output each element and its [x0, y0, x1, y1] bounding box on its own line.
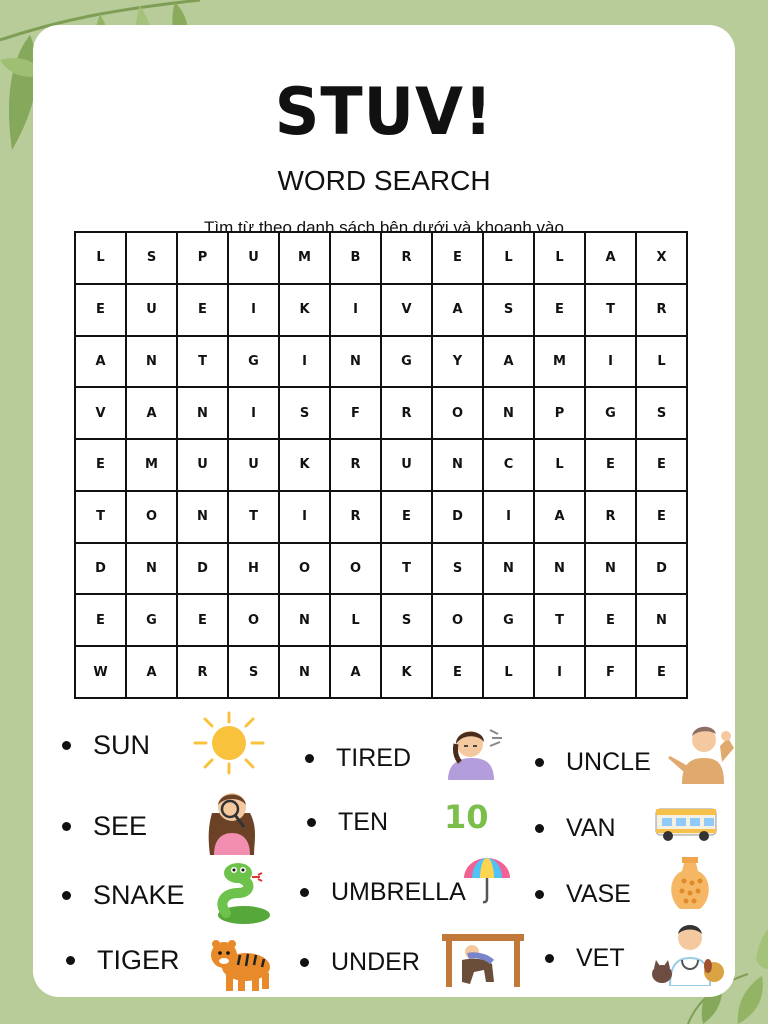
bullet	[66, 956, 75, 965]
grid-cell: E	[637, 440, 688, 492]
grid-cell: I	[280, 337, 331, 389]
word-label: UNCLE	[566, 748, 651, 776]
grid-cell: T	[535, 595, 586, 647]
grid-cell: R	[586, 492, 637, 544]
word-label: UNDER	[331, 948, 420, 976]
grid-cell: H	[229, 544, 280, 596]
grid-cell: I	[280, 492, 331, 544]
grid-cell: N	[331, 337, 382, 389]
number-ten-icon: 10	[444, 798, 489, 836]
word-item-vet	[545, 944, 625, 973]
grid-cell: F	[331, 388, 382, 440]
grid-cell: N	[127, 337, 178, 389]
vase-icon	[668, 855, 712, 911]
grid-cell: V	[76, 388, 127, 440]
magnifier-girl-icon	[200, 783, 264, 855]
grid-cell: O	[331, 544, 382, 596]
grid-cell: R	[178, 647, 229, 699]
grid-cell: U	[229, 233, 280, 285]
word-item-see	[62, 811, 147, 842]
uncle-icon	[664, 718, 736, 784]
grid-cell: L	[484, 233, 535, 285]
grid-cell: R	[382, 233, 433, 285]
grid-cell: R	[637, 285, 688, 337]
grid-cell: P	[178, 233, 229, 285]
grid-cell: D	[433, 492, 484, 544]
grid-cell: T	[586, 285, 637, 337]
grid-cell: S	[127, 233, 178, 285]
grid-cell: N	[178, 388, 229, 440]
grid-cell: E	[586, 440, 637, 492]
grid-cell: T	[178, 337, 229, 389]
word-item-tired	[305, 744, 411, 773]
grid-cell: L	[637, 337, 688, 389]
grid-cell: N	[484, 388, 535, 440]
word-item-vase	[535, 880, 631, 909]
grid-cell: N	[127, 544, 178, 596]
grid-cell: N	[637, 595, 688, 647]
word-item-snake	[62, 880, 185, 911]
grid-cell: L	[76, 233, 127, 285]
grid-cell: R	[382, 388, 433, 440]
grid-cell: U	[178, 440, 229, 492]
grid-cell: C	[484, 440, 535, 492]
grid-cell: E	[178, 595, 229, 647]
grid-cell: G	[484, 595, 535, 647]
grid-cell: S	[637, 388, 688, 440]
grid-cell: K	[280, 285, 331, 337]
grid-cell: G	[382, 337, 433, 389]
grid-cell: R	[331, 440, 382, 492]
word-item-sun	[62, 730, 150, 761]
grid-cell: F	[586, 647, 637, 699]
grid-cell: N	[280, 647, 331, 699]
grid-cell: S	[433, 544, 484, 596]
grid-cell: W	[76, 647, 127, 699]
grid-cell: A	[484, 337, 535, 389]
grid-cell: O	[433, 388, 484, 440]
word-item-uncle	[535, 748, 651, 777]
grid-cell: S	[280, 388, 331, 440]
word-label: VASE	[566, 880, 631, 908]
bullet	[545, 954, 554, 963]
word-search-grid	[74, 231, 688, 699]
grid-cell: K	[382, 647, 433, 699]
word-label: SUN	[93, 730, 151, 760]
grid-cell: I	[586, 337, 637, 389]
grid-cell: T	[382, 544, 433, 596]
word-label: TIRED	[336, 744, 411, 772]
grid-cell: M	[280, 233, 331, 285]
grid-cell: N	[178, 492, 229, 544]
grid-cell: M	[535, 337, 586, 389]
tired-person-icon	[444, 724, 506, 780]
grid-cell: A	[535, 492, 586, 544]
grid-cell: R	[331, 492, 382, 544]
grid-cell: N	[433, 440, 484, 492]
grid-cell: I	[535, 647, 586, 699]
word-label: TEN	[338, 808, 388, 836]
grid-cell: A	[331, 647, 382, 699]
grid-cell: Y	[433, 337, 484, 389]
grid-cell: A	[586, 233, 637, 285]
grid-cell: G	[229, 337, 280, 389]
grid-cell: O	[280, 544, 331, 596]
grid-cell: D	[76, 544, 127, 596]
word-label: VAN	[566, 814, 616, 842]
grid-cell: L	[484, 647, 535, 699]
grid-cell: X	[637, 233, 688, 285]
grid-cell: E	[433, 233, 484, 285]
grid-cell: U	[229, 440, 280, 492]
grid-cell: B	[331, 233, 382, 285]
grid-cell: U	[382, 440, 433, 492]
grid-cell: L	[331, 595, 382, 647]
tiger-icon	[208, 933, 272, 993]
grid-cell: O	[433, 595, 484, 647]
grid-cell: O	[127, 492, 178, 544]
grid-cell: A	[433, 285, 484, 337]
grid-cell: V	[382, 285, 433, 337]
sun-icon	[192, 710, 266, 776]
grid-cell: A	[76, 337, 127, 389]
grid-cell: A	[127, 388, 178, 440]
grid-cell: E	[637, 492, 688, 544]
grid-cell: E	[586, 595, 637, 647]
grid-cell: E	[637, 647, 688, 699]
vet-icon	[650, 920, 726, 986]
bullet	[300, 958, 309, 967]
grid-cell: N	[535, 544, 586, 596]
bullet	[535, 824, 544, 833]
grid-cell: G	[586, 388, 637, 440]
page-subtitle: WORD SEARCH	[277, 165, 491, 196]
word-label: SEE	[93, 811, 148, 841]
bullet	[62, 741, 71, 750]
bullet	[300, 888, 309, 897]
grid-cell: E	[76, 285, 127, 337]
word-label: UMBRELLA	[331, 878, 466, 906]
grid-cell: T	[76, 492, 127, 544]
instruction-text: Tìm từ theo danh sách bên dưới và khoanh vào	[204, 218, 564, 237]
bullet	[305, 754, 314, 763]
under-table-icon	[440, 932, 526, 988]
grid-cell: I	[229, 285, 280, 337]
grid-cell: G	[127, 595, 178, 647]
word-item-ten	[307, 808, 388, 837]
word-item-tiger	[66, 945, 180, 976]
grid-cell: N	[586, 544, 637, 596]
grid-cell: P	[535, 388, 586, 440]
grid-cell: O	[229, 595, 280, 647]
bullet	[535, 758, 544, 767]
grid-cell: L	[535, 233, 586, 285]
grid-cell: K	[280, 440, 331, 492]
grid-cell: N	[280, 595, 331, 647]
word-label: SNAKE	[93, 880, 185, 910]
grid-cell: E	[382, 492, 433, 544]
page-title: STUV!	[274, 73, 494, 150]
bullet	[62, 822, 71, 831]
grid-cell: E	[433, 647, 484, 699]
grid-cell: N	[484, 544, 535, 596]
grid-cell: I	[484, 492, 535, 544]
grid-cell: M	[127, 440, 178, 492]
grid-cell: E	[535, 285, 586, 337]
grid-cell: I	[331, 285, 382, 337]
word-item-under	[300, 948, 420, 977]
umbrella-icon	[462, 856, 512, 904]
grid-cell: A	[127, 647, 178, 699]
grid-cell: S	[382, 595, 433, 647]
grid-cell: S	[229, 647, 280, 699]
word-label: VET	[576, 944, 625, 972]
bullet	[62, 891, 71, 900]
grid-cell: S	[484, 285, 535, 337]
grid-cell: E	[178, 285, 229, 337]
bullet	[307, 818, 316, 827]
word-item-umbrella	[300, 878, 466, 907]
grid-cell: L	[535, 440, 586, 492]
grid-cell: D	[178, 544, 229, 596]
grid-cell: T	[229, 492, 280, 544]
snake-icon	[212, 857, 274, 925]
grid-cell: I	[229, 388, 280, 440]
grid-cell: E	[76, 440, 127, 492]
grid-cell: E	[76, 595, 127, 647]
word-item-van	[535, 814, 616, 843]
word-label: TIGER	[97, 945, 180, 975]
grid-cell: D	[637, 544, 688, 596]
van-icon	[654, 805, 718, 843]
grid-cell: U	[127, 285, 178, 337]
bullet	[535, 890, 544, 899]
